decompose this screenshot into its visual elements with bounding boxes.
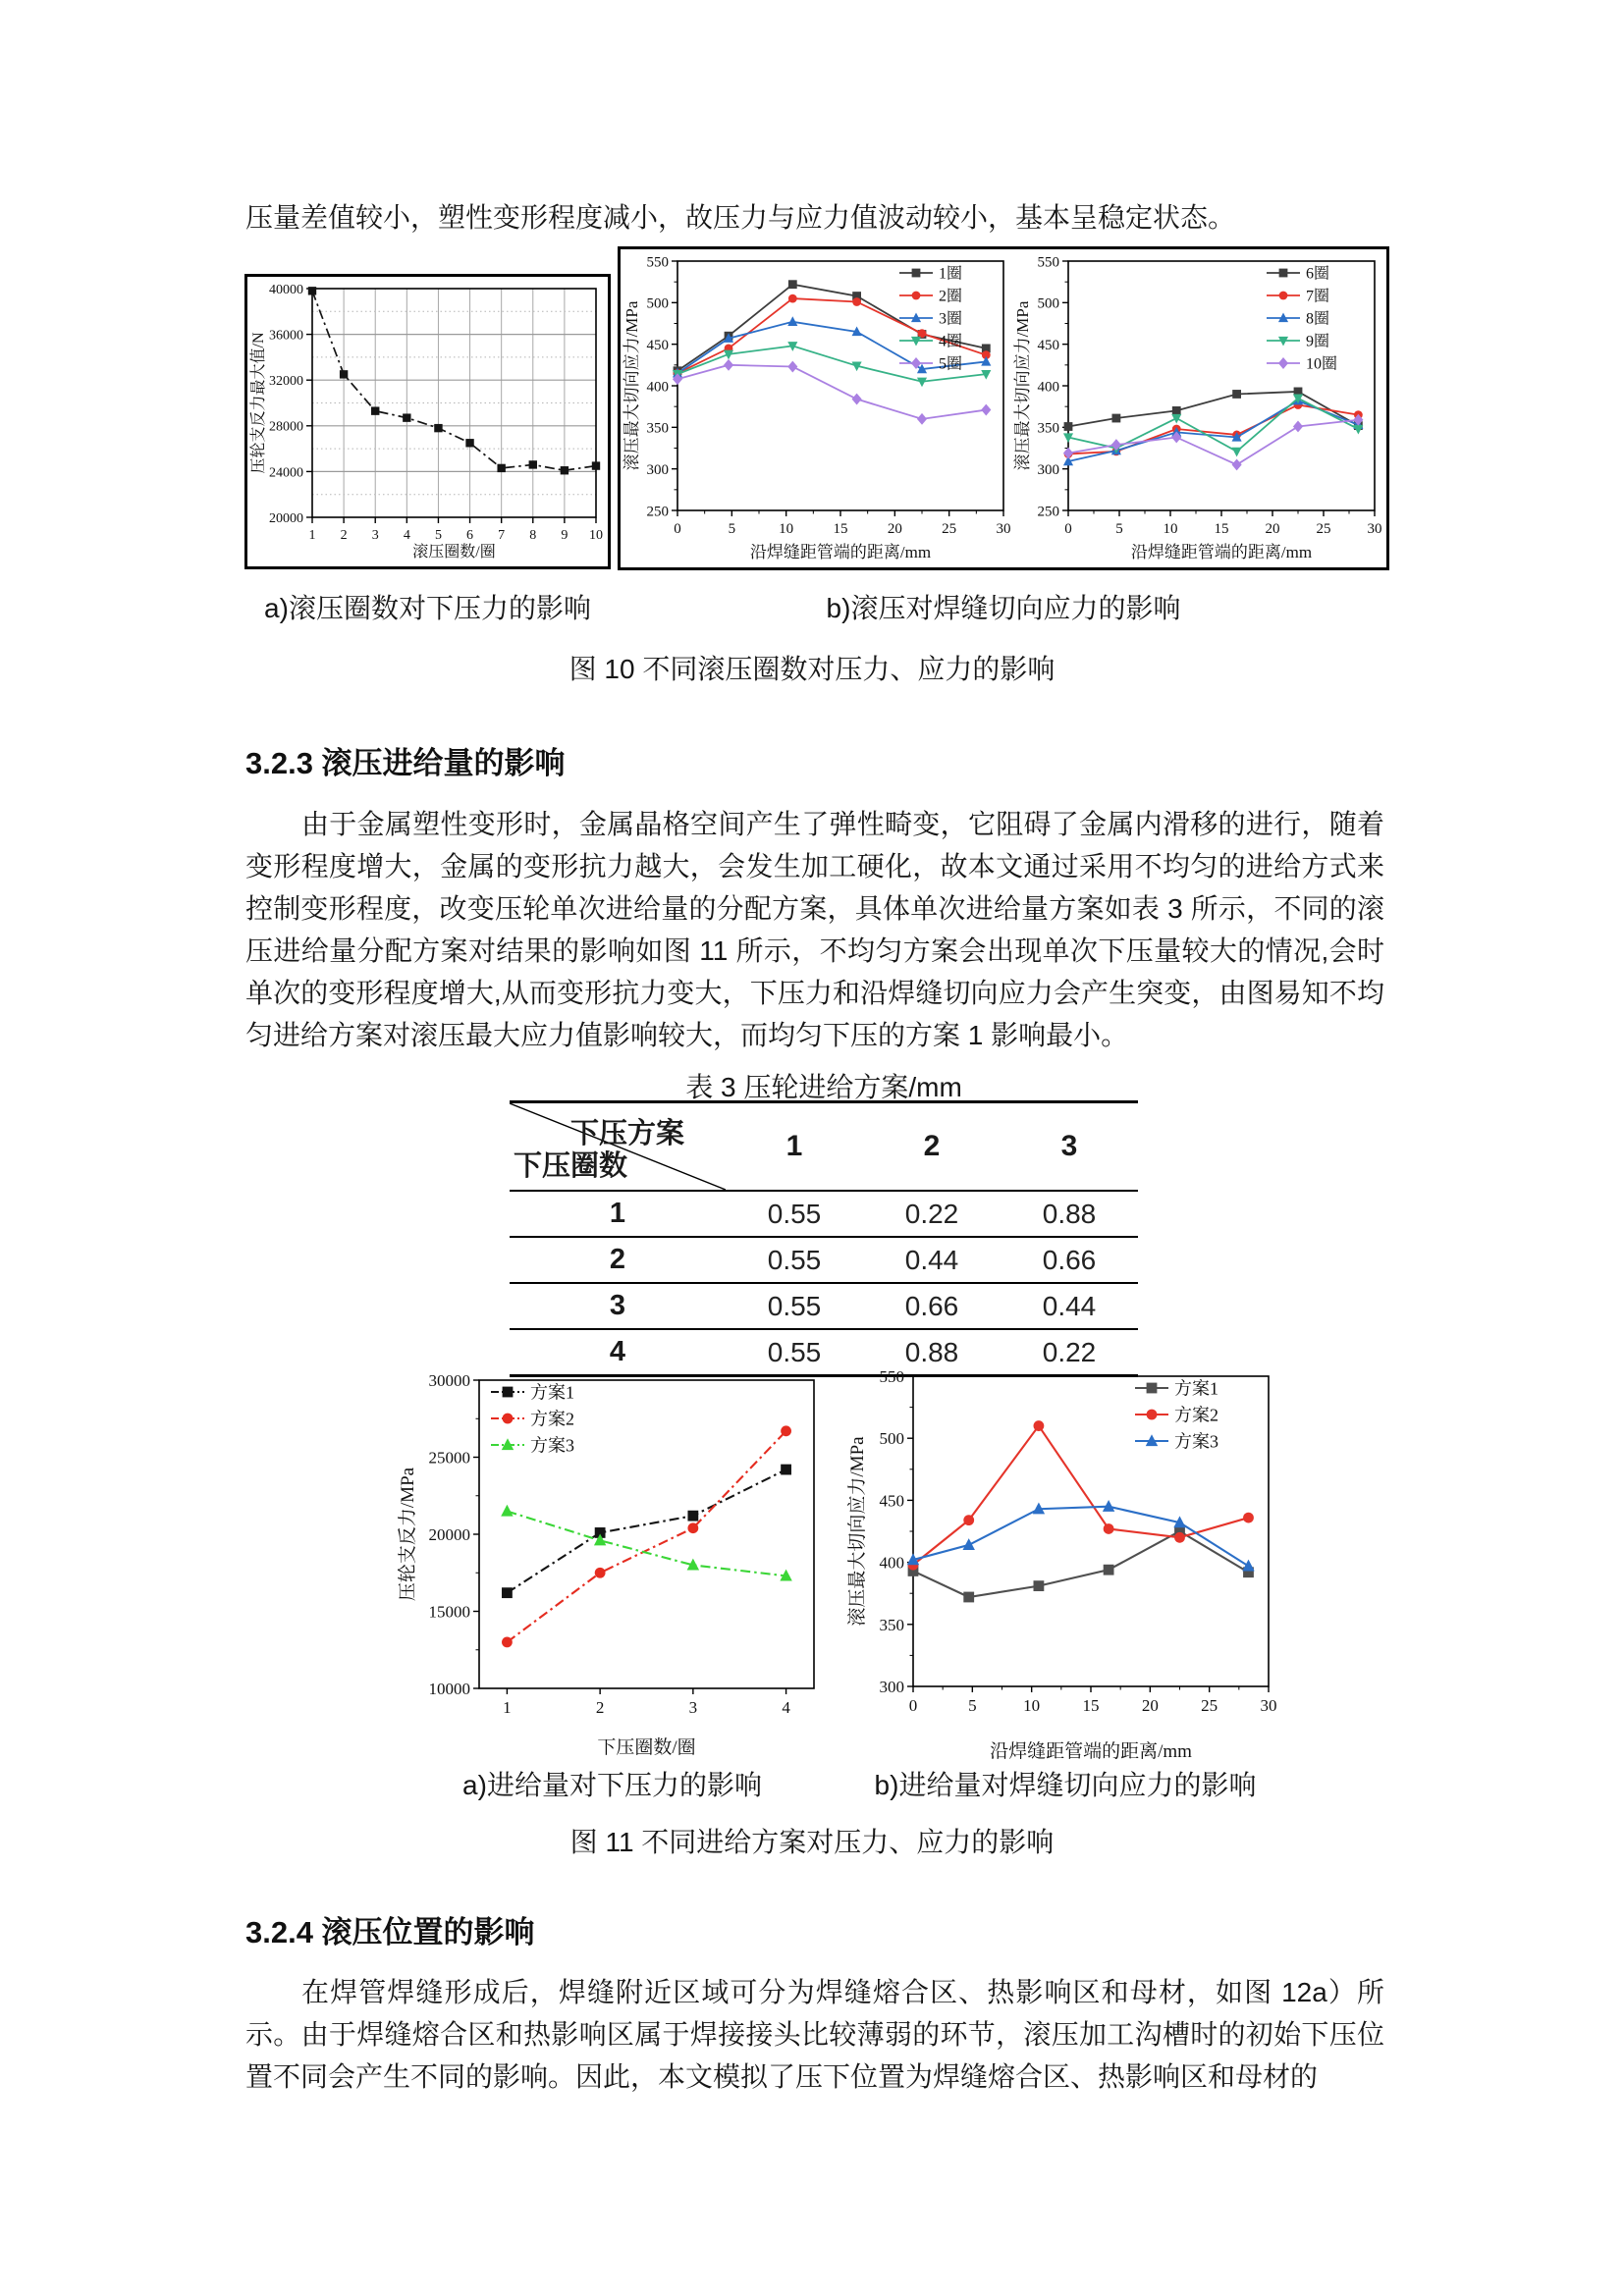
svg-text:20: 20	[1141, 1696, 1159, 1715]
svg-text:5: 5	[1115, 521, 1123, 537]
table-cell: 0.22	[904, 1198, 959, 1229]
svg-text:8圈: 8圈	[1306, 310, 1330, 328]
svg-text:400: 400	[879, 1553, 904, 1573]
svg-text:滚压最大切向应力/MPa: 滚压最大切向应力/MPa	[623, 300, 641, 471]
svg-text:7: 7	[498, 528, 506, 543]
svg-text:1: 1	[308, 528, 316, 543]
section-3-2-4-paragraph: 在焊管焊缝形成后，焊缝附近区域可分为焊缝熔合区、热影响区和母材，如图 12a）所示。由于焊缝熔合区和热影响区属于焊接接头比较薄弱的环节，滚压加工沟槽时的初始下压位置不同会产生不同的影响。因此，本文模拟了压下位置为焊缝熔合区、热影响区和母材的	[245, 1977, 1384, 2092]
axis-labels	[623, 300, 931, 561]
axis-labels	[846, 1436, 1192, 1762]
table-col-header: 1	[785, 1130, 803, 1162]
svg-text:500: 500	[646, 295, 669, 312]
svg-text:30000: 30000	[428, 1370, 470, 1390]
axes	[429, 1371, 815, 1717]
fig11-caption-a: a)进给量对下压力的影响	[462, 1770, 762, 1800]
table-row	[510, 1191, 1138, 1237]
svg-text:300: 300	[1037, 461, 1059, 478]
svg-text:压轮支反力/MPa: 压轮支反力/MPa	[398, 1467, 418, 1602]
svg-text:10000: 10000	[428, 1679, 470, 1698]
axis-labels	[249, 332, 496, 561]
svg-text:30: 30	[1260, 1696, 1277, 1715]
table-cell: 0.55	[767, 1290, 822, 1321]
svg-text:0: 0	[908, 1696, 918, 1715]
svg-text:300: 300	[646, 461, 669, 478]
svg-text:方案1: 方案1	[530, 1382, 574, 1403]
series-方案3	[907, 1500, 1255, 1572]
svg-text:6圈: 6圈	[1306, 265, 1330, 283]
fig10-title: 图 10 不同滚压圈数对压力、应力的影响	[568, 654, 1056, 684]
svg-text:3: 3	[371, 528, 379, 543]
svg-text:15: 15	[833, 521, 848, 537]
fig10a-chart	[247, 277, 606, 564]
fig10b2-chart	[1011, 249, 1384, 565]
svg-text:10: 10	[589, 528, 603, 543]
legend	[1135, 1378, 1218, 1451]
table-cell: 0.55	[767, 1244, 822, 1275]
series-10圈	[1063, 414, 1363, 471]
svg-text:压轮支反力最大值/N: 压轮支反力最大值/N	[250, 332, 267, 474]
svg-text:250: 250	[646, 504, 669, 520]
svg-text:0: 0	[1064, 521, 1072, 537]
svg-text:方案3: 方案3	[1174, 1431, 1218, 1452]
svg-text:方案2: 方案2	[530, 1409, 574, 1429]
svg-text:550: 550	[646, 254, 669, 271]
table-col-header: 2	[923, 1130, 941, 1162]
svg-text:4: 4	[403, 528, 410, 543]
svg-text:滚压圈数/圈: 滚压圈数/圈	[412, 544, 496, 561]
svg-text:15: 15	[1082, 1696, 1100, 1715]
fig11b-chart	[844, 1362, 1286, 1765]
svg-text:下压圈数/圈: 下压圈数/圈	[597, 1737, 696, 1758]
svg-text:滚压最大切向应力/MPa: 滚压最大切向应力/MPa	[847, 1436, 868, 1627]
svg-text:方案1: 方案1	[1174, 1378, 1218, 1399]
series-方案1	[502, 1465, 791, 1598]
svg-text:10: 10	[1023, 1696, 1041, 1715]
table-col-header: 3	[1060, 1130, 1078, 1162]
svg-text:方案2: 方案2	[1174, 1405, 1218, 1425]
svg-text:10: 10	[1163, 521, 1178, 537]
svg-text:550: 550	[879, 1366, 904, 1386]
section-3-2-4-heading: 3.2.4 滚压位置的影响	[245, 1915, 535, 1949]
svg-text:25: 25	[1316, 521, 1331, 537]
svg-text:5: 5	[968, 1696, 977, 1715]
svg-text:450: 450	[646, 337, 669, 353]
svg-text:24000: 24000	[269, 465, 303, 481]
table-row	[510, 1237, 1138, 1283]
section-3-2-3-paragraph: 由于金属塑性变形时，金属晶格空间产生了弹性畸变，它阻碍了金属内滑移的进行，随着变形程度增大，金属的变形抗力越大，会发生加工硬化，故本文通过采用不均匀的进给方式来控制变形程度，改变压轮单次进给量的分配方案，具体单次进给量方案如表 3 所示，不同的滚压进给量分配方案对结果的影响如图 11 所示，不均匀方案会出现单次下压量较大的情况,会时单次的变形程度增大,从而变形抗力变大，下压力和沿焊缝切向应力会产生突变，由图易知不均匀进给方案对滚压最大应力值影响较大，而均匀下压的方案 1 影响最小。	[245, 809, 1384, 1050]
table-cell: 0.55	[767, 1336, 822, 1367]
svg-text:6: 6	[466, 528, 474, 543]
section-3-2-3-heading: 3.2.3 滚压进给量的影响	[245, 746, 566, 780]
svg-text:25: 25	[1201, 1696, 1218, 1715]
table-cell: 0.66	[1042, 1244, 1097, 1275]
svg-text:10圈: 10圈	[1306, 355, 1338, 373]
table-diagonal-header-cell	[510, 1102, 726, 1192]
row-label: 2	[609, 1244, 626, 1275]
table-row	[510, 1283, 1138, 1329]
svg-text:15: 15	[1214, 521, 1229, 537]
svg-text:7圈: 7圈	[1306, 288, 1330, 305]
svg-text:25000: 25000	[428, 1448, 470, 1468]
svg-text:10: 10	[779, 521, 794, 537]
svg-text:0: 0	[674, 521, 681, 537]
svg-text:8: 8	[529, 528, 537, 543]
svg-text:450: 450	[1037, 337, 1059, 353]
row-label: 4	[609, 1336, 626, 1367]
svg-text:20: 20	[887, 521, 902, 537]
row-label: 3	[609, 1290, 626, 1321]
svg-text:400: 400	[1037, 379, 1059, 396]
svg-text:4: 4	[782, 1698, 790, 1717]
svg-text:1: 1	[503, 1698, 512, 1717]
svg-text:方案3: 方案3	[530, 1435, 574, 1456]
svg-text:3: 3	[688, 1698, 698, 1717]
svg-text:5: 5	[434, 528, 442, 543]
svg-text:沿焊缝距管端的距离/mm: 沿焊缝距管端的距离/mm	[749, 543, 932, 561]
figure10-panel-a-box	[244, 274, 611, 569]
series-方案2	[502, 1425, 791, 1647]
svg-text:20: 20	[1265, 521, 1280, 537]
svg-text:500: 500	[879, 1429, 904, 1449]
table-cell: 0.44	[1042, 1290, 1097, 1321]
svg-text:20000: 20000	[269, 510, 303, 526]
svg-text:1圈: 1圈	[939, 265, 963, 283]
svg-text:28000: 28000	[269, 419, 303, 435]
table3	[510, 1100, 1138, 1377]
svg-text:350: 350	[1037, 420, 1059, 437]
svg-text:25: 25	[942, 521, 957, 537]
intro-paragraph: 压量差值较小，塑性变形程度减小，故压力与应力值波动较小，基本呈稳定状态。	[245, 202, 1236, 233]
table-cell: 0.55	[767, 1198, 822, 1229]
svg-text:250: 250	[1037, 504, 1059, 520]
fig11-caption-b: b)进给量对焊缝切向应力的影响	[874, 1770, 1257, 1800]
svg-text:5圈: 5圈	[939, 355, 963, 373]
table-cell: 0.22	[1042, 1336, 1097, 1367]
row-label: 1	[609, 1198, 626, 1229]
svg-text:20000: 20000	[428, 1524, 470, 1544]
svg-text:450: 450	[879, 1491, 904, 1511]
svg-text:550: 550	[1037, 254, 1059, 271]
svg-text:400: 400	[646, 379, 669, 396]
table-cell: 0.66	[904, 1290, 959, 1321]
axes	[269, 283, 603, 543]
svg-text:5: 5	[728, 521, 736, 537]
grid	[312, 289, 596, 517]
svg-text:9圈: 9圈	[1306, 333, 1330, 350]
fig11a-chart	[395, 1370, 830, 1761]
axes	[1038, 254, 1382, 537]
svg-text:30: 30	[996, 521, 1011, 537]
legend	[1267, 265, 1337, 373]
svg-text:9: 9	[561, 528, 568, 543]
svg-text:2: 2	[595, 1698, 605, 1717]
svg-text:4圈: 4圈	[939, 333, 963, 350]
table-cell: 0.88	[904, 1336, 959, 1367]
table-cell: 0.44	[904, 1244, 959, 1275]
fig11-title: 图 11 不同进给方案对压力、应力的影响	[569, 1827, 1055, 1857]
svg-text:滚压最大切向应力/MPa: 滚压最大切向应力/MPa	[1013, 300, 1032, 471]
svg-text:3圈: 3圈	[939, 310, 963, 328]
svg-text:2: 2	[340, 528, 348, 543]
svg-text:15000: 15000	[428, 1602, 470, 1622]
svg-text:沿焊缝距管端的距离/mm: 沿焊缝距管端的距离/mm	[1130, 543, 1313, 561]
svg-text:300: 300	[879, 1677, 904, 1696]
diagonal-label-bottom: 下压圈数	[514, 1150, 628, 1182]
table-header-row	[510, 1102, 1138, 1192]
table-cell: 0.88	[1042, 1198, 1097, 1229]
svg-text:2圈: 2圈	[939, 288, 963, 305]
svg-text:32000: 32000	[269, 374, 303, 390]
fig10-caption-a: a)滚压圈数对下压力的影响	[264, 593, 591, 623]
svg-text:40000: 40000	[269, 282, 303, 297]
table3-caption: 表 3 压轮进给方案/mm	[685, 1072, 962, 1102]
svg-text:500: 500	[1037, 295, 1059, 312]
svg-text:350: 350	[879, 1615, 904, 1634]
legend	[491, 1382, 574, 1455]
svg-text:30: 30	[1367, 521, 1382, 537]
fig10-caption-b: b)滚压对焊缝切向应力的影响	[826, 593, 1181, 623]
figure10-panel-b-box	[618, 246, 1389, 570]
diagonal-label-top: 下压方案	[570, 1118, 685, 1149]
svg-text:350: 350	[646, 420, 669, 437]
svg-text:沿焊缝距管端的距离/mm: 沿焊缝距管端的距离/mm	[990, 1741, 1192, 1762]
svg-text:36000: 36000	[269, 328, 303, 344]
fig10b1-chart	[621, 249, 1011, 565]
legend	[899, 265, 962, 373]
